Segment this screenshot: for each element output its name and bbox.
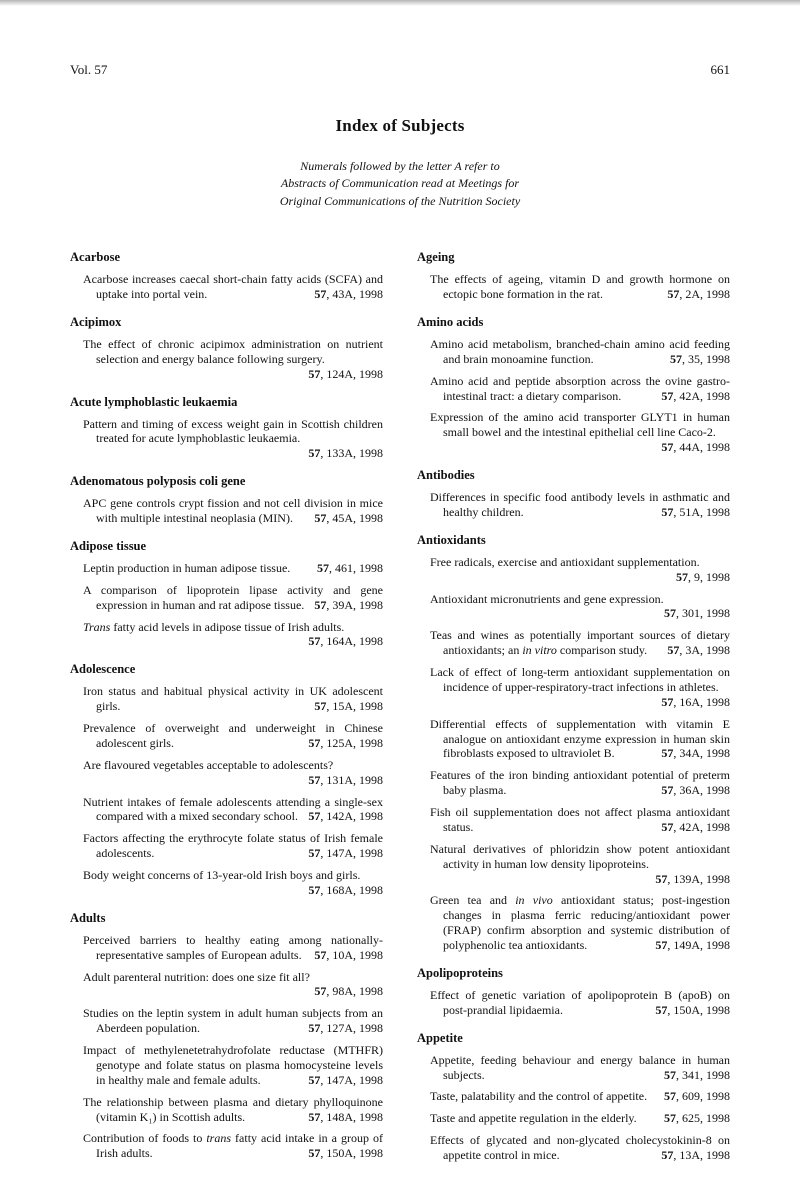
index-entry	[417, 592, 730, 622]
entry-text: Nutrient intakes of female adolescents attending a single-sex compared with a mixed secondary school.	[83, 794, 383, 824]
entry-reference: 57, 139A, 1998	[655, 871, 730, 886]
index-entry	[417, 1133, 730, 1163]
entry-reference: 57, 341, 1998	[664, 1067, 730, 1082]
entry-reference: 57, 10A, 1998	[314, 947, 383, 962]
entry-reference: 57, 131A, 1998	[308, 772, 383, 787]
index-entry	[70, 868, 383, 898]
index-entry	[70, 1095, 383, 1125]
subject-heading: Antibodies	[417, 468, 475, 483]
index-section	[417, 315, 730, 455]
page-number: 661	[710, 62, 730, 77]
subject-heading: Appetite	[417, 1030, 463, 1045]
entry-reference: 57, 16A, 1998	[661, 694, 730, 709]
entry-text: Studies on the leptin system in adult human subjects from an Aberdeen population.	[83, 1006, 383, 1036]
entry-text: Green tea and in vivo antioxidant status; post-ingestion changes in plasma ferric reducing/antioxidant power (FRAP) confirm absorption and systemic distribution of polyphenolic tea antioxidants.	[430, 893, 730, 953]
index-entry	[417, 272, 730, 302]
subject-heading: Antioxidants	[417, 532, 486, 547]
entry-text: Expression of the amino acid transporter GLYT1 in human small bowel and the intestinal epithelial cell line Caco-2.	[430, 410, 730, 440]
entry-reference: 57, 44A, 1998	[661, 440, 730, 455]
entry-reference: 57, 2A, 1998	[667, 287, 730, 302]
entry-text: Prevalence of overweight and underweight in Chinese adolescent girls.	[83, 721, 383, 750]
index-entry	[70, 272, 383, 302]
entry-reference: 57, 34A, 1998	[661, 746, 730, 761]
entry-reference: 57, 133A, 1998	[308, 446, 383, 461]
index-section	[70, 662, 383, 898]
index-columns	[70, 250, 730, 1170]
entry-reference: 57, 42A, 1998	[661, 388, 730, 403]
volume-label: Vol. 57	[70, 62, 108, 77]
index-entry	[70, 1006, 383, 1036]
entry-reference: 57, 168A, 1998	[308, 882, 383, 897]
entry-reference: 57, 150A, 1998	[655, 1002, 730, 1017]
entry-text: Body weight concerns of 13-year-old Irish boys and girls.	[83, 868, 361, 883]
entry-text: Free radicals, exercise and antioxidant supplementation.	[430, 554, 700, 569]
index-entry	[70, 337, 383, 382]
entry-text: Differential effects of supplementation with vitamin E analogue on antioxidant enzyme expression in human skin fibroblasts exposed to ultraviolet B.	[430, 716, 730, 761]
index-section	[70, 315, 383, 382]
index-section	[417, 533, 730, 953]
index-entry	[70, 933, 383, 963]
entry-text: Features of the iron binding antioxidant potential of preterm baby plasma.	[430, 768, 730, 798]
entry-reference: 57, 35, 1998	[670, 351, 730, 366]
entry-text: Iron status and habitual physical activity in UK adolescent girls.	[83, 684, 383, 714]
entry-reference: 57, 15A, 1998	[314, 699, 383, 714]
abstracts-note	[70, 158, 730, 210]
index-entry	[417, 555, 730, 585]
subject-heading: Adults	[70, 910, 106, 925]
entry-reference: 57, 36A, 1998	[661, 783, 730, 798]
entry-reference: 57, 147A, 1998	[308, 1072, 383, 1087]
subject-heading: Adolescence	[70, 662, 136, 677]
entry-text: Effects of glycated and non-glycated cholecystokinin-8 on appetite control in mice.	[430, 1133, 730, 1163]
entry-text: Factors affecting the erythrocyte folate status of Irish female adolescents.	[83, 831, 383, 861]
entry-reference: 57, 98A, 1998	[314, 984, 383, 999]
entry-reference: 57, 149A, 1998	[655, 938, 730, 953]
page-title: Index of Subjects	[335, 116, 465, 135]
index-entry	[70, 561, 383, 576]
scan-edge	[0, 0, 800, 6]
index-entry	[70, 583, 383, 613]
entry-text: Antioxidant micronutrients and gene expression.	[430, 591, 664, 606]
subject-heading: Adenomatous polyposis coli gene	[70, 474, 246, 489]
entry-reference: 57, 164A, 1998	[308, 634, 383, 649]
index-section	[417, 250, 730, 302]
index-section	[70, 474, 383, 526]
entry-reference: 57, 147A, 1998	[308, 846, 383, 861]
index-entry	[70, 970, 383, 1000]
entry-reference: 57, 301, 1998	[664, 606, 730, 621]
subject-heading: Amino acids	[417, 314, 484, 329]
entry-text: A comparison of lipoprotein lipase activity and gene expression in human and rat adipose tissue.	[83, 582, 383, 612]
entry-text: Natural derivatives of phloridzin show potent antioxidant activity in human low density lipoproteins.	[430, 841, 730, 871]
entry-text: APC gene controls crypt fission and not cell division in mice with multiple intestinal neoplasia (MIN).	[83, 496, 383, 526]
index-entry	[70, 496, 383, 526]
index-entry	[417, 768, 730, 798]
entry-reference: 57, 127A, 1998	[308, 1021, 383, 1036]
entry-text: Pattern and timing of excess weight gain in Scottish children treated for acute lymphoblastic leukaemia.	[83, 416, 383, 446]
index-section	[70, 395, 383, 462]
index-entry	[417, 988, 730, 1018]
entry-text: Contribution of foods to trans fatty acid intake in a group of Irish adults.	[83, 1131, 383, 1161]
index-entry	[417, 1089, 730, 1104]
entry-reference: 57, 125A, 1998	[308, 735, 383, 750]
entry-reference: 57, 461, 1998	[317, 560, 383, 575]
left-column	[70, 250, 383, 1170]
index-entry	[417, 337, 730, 367]
subject-heading: Adipose tissue	[70, 538, 147, 553]
entry-text: Taste and appetite regulation in the elderly.	[430, 1111, 637, 1126]
entry-text: Trans fatty acid levels in adipose tissue of Irish adults.	[83, 619, 345, 634]
index-entry	[70, 417, 383, 462]
entry-text: Perceived barriers to healthy eating among nationally-representative samples of European adults.	[83, 932, 383, 962]
entry-reference: 57, 13A, 1998	[661, 1148, 730, 1163]
entry-reference: 57, 39A, 1998	[314, 597, 383, 612]
index-entry	[70, 1043, 383, 1088]
index-section	[70, 250, 383, 302]
entry-text: Acarbose increases caecal short-chain fatty acids (SCFA) and uptake into portal vein.	[83, 272, 383, 302]
index-entry	[417, 893, 730, 953]
subject-heading: Apolipoproteins	[417, 965, 503, 980]
entry-text: Fish oil supplementation does not affect plasma antioxidant status.	[430, 805, 730, 834]
entry-reference: 57, 124A, 1998	[308, 366, 383, 381]
index-entry	[70, 620, 383, 650]
entry-reference: 57, 625, 1998	[664, 1111, 730, 1126]
running-header	[70, 0, 730, 78]
entry-text: The effect of chronic acipimox administration on nutrient selection and energy balance following surgery.	[83, 336, 383, 366]
entry-reference: 57, 51A, 1998	[661, 504, 730, 519]
index-entry	[417, 410, 730, 455]
note-line: Abstracts of Communication read at Meetings for	[280, 176, 520, 191]
entry-reference: 57, 148A, 1998	[308, 1109, 383, 1124]
entry-text: Effect of genetic variation of apolipoprotein B (apoB) on post-prandial lipidaemia.	[430, 987, 730, 1017]
subject-heading: Ageing	[417, 250, 455, 265]
index-entry	[417, 628, 730, 658]
index-entry	[417, 717, 730, 762]
index-entry	[70, 831, 383, 861]
note-line: Numerals followed by the letter A refer to	[300, 159, 500, 173]
index-entry	[417, 805, 730, 835]
subject-heading: Acipimox	[70, 314, 122, 329]
index-section	[70, 539, 383, 649]
subject-heading: Acarbose	[70, 250, 120, 265]
entry-text: Lack of effect of long-term antioxidant supplementation on incidence of upper-respiratory-tract infections in athletes.	[430, 665, 730, 694]
entry-text: Are flavoured vegetables acceptable to adolescents?	[83, 757, 334, 772]
entry-text: Appetite, feeding behaviour and energy balance in human subjects.	[430, 1052, 730, 1082]
index-section	[417, 1031, 730, 1163]
entry-text: Adult parenteral nutrition: does one size fit all?	[83, 969, 310, 984]
note-line: Original Communications of the Nutrition Society	[279, 193, 521, 208]
index-section	[417, 966, 730, 1018]
entry-text: Amino acid and peptide absorption across the ovine gastro-intestinal tract: a dietary comparison.	[430, 373, 730, 403]
index-entry	[417, 490, 730, 520]
entry-text: Taste, palatability and the control of appetite.	[430, 1089, 648, 1104]
index-entry	[417, 665, 730, 710]
index-entry	[70, 721, 383, 751]
index-entry	[70, 758, 383, 788]
index-section	[417, 468, 730, 520]
index-entry	[70, 684, 383, 714]
index-entry	[70, 795, 383, 825]
index-entry	[70, 1131, 383, 1161]
index-entry	[417, 374, 730, 404]
entry-reference: 57, 9, 1998	[676, 569, 730, 584]
entry-text: Leptin production in human adipose tissue.	[83, 560, 291, 575]
right-column	[417, 250, 730, 1170]
entry-reference: 57, 43A, 1998	[314, 287, 383, 302]
entry-text: Differences in specific food antibody levels in asthmatic and healthy children.	[430, 490, 730, 519]
entry-text: Amino acid metabolism, branched-chain amino acid feeding and brain monoamine function.	[430, 336, 730, 366]
entry-reference: 57, 150A, 1998	[308, 1146, 383, 1161]
entry-text: Teas and wines as potentially important sources of dietary antioxidants; an in vitro comparison study.	[430, 628, 730, 658]
entry-text: The effects of ageing, vitamin D and growth hormone on ectopic bone formation in the rat.	[430, 272, 730, 302]
entry-reference: 57, 45A, 1998	[314, 511, 383, 526]
index-entry	[417, 842, 730, 887]
index-entry	[417, 1053, 730, 1083]
entry-reference: 57, 609, 1998	[664, 1089, 730, 1104]
subject-heading: Acute lymphoblastic leukaemia	[70, 394, 238, 409]
entry-reference: 57, 3A, 1998	[667, 643, 730, 658]
index-entry	[417, 1111, 730, 1126]
entry-text: The relationship between plasma and dietary phylloquinone (vitamin K₁) in Scottish adults.	[83, 1094, 383, 1124]
entry-text: Impact of methylenetetrahydrofolate reductase (MTHFR) genotype and folate status on plasma homocysteine levels in healthy male and female adults.	[83, 1043, 383, 1087]
entry-reference: 57, 142A, 1998	[308, 809, 383, 824]
entry-reference: 57, 42A, 1998	[661, 819, 730, 834]
